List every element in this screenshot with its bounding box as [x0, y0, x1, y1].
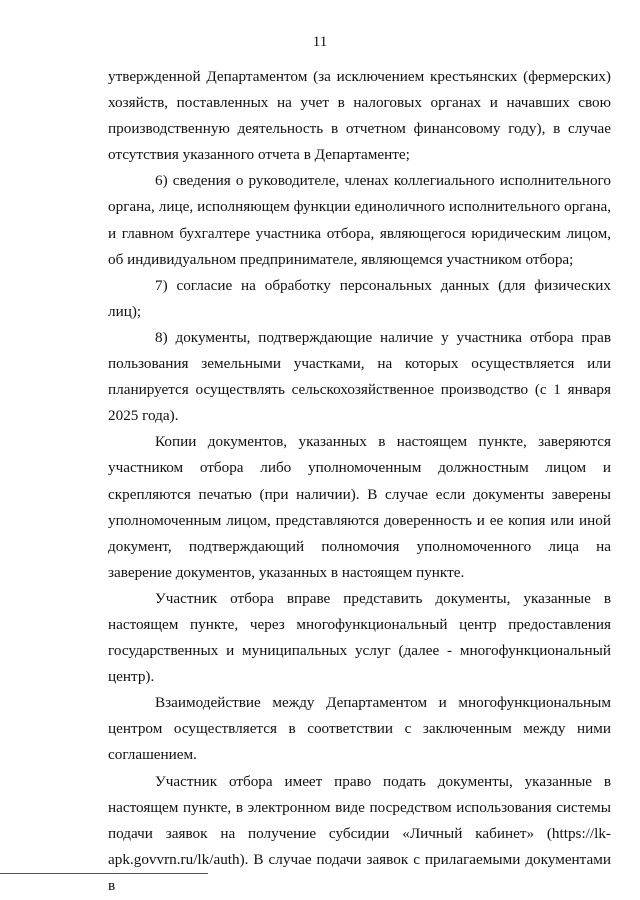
paragraph-item-8: 8) документы, подтверждающие наличие у участника отбора прав пользования земельными участками, на которых осуществляется или планируется осуществлять сельскохозяйственное производство (с 1 января 2025 года).	[108, 328, 611, 425]
paragraph-interaction: Взаимодействие между Департаментом и многофункциональным центром осуществляется в соответствии с заключенным между ними соглашением.	[108, 694, 611, 764]
paragraph-copies: Копии документов, указанных в настоящем пункте, заверяются участником отбора либо уполномоченным должностным лицом и скрепляются печатью (при наличии). В случае если документы заверены уполномоченным лицом, представляются доверенность и ее копия или иной документ, подтверждающий полномочия уполномоченного лица на заверение документов, указанных в настоящем пункте.	[108, 433, 611, 581]
paragraph-continuation: утвержденной Департаментом (за исключением крестьянских (фермерских) хозяйств, поставленных на учет в налоговых органах и начавших свою производственную деятельность в отчетном финансовому году), в случае отсутствия указанного отчета в Департаменте;	[108, 68, 611, 164]
page-number: 11	[312, 34, 328, 50]
paragraph-mfc: Участник отбора вправе представить документы, указанные в настоящем пункте, через многофункциональный центр предоставления государственных и муниципальных услуг (далее - многофункциональный центр).	[108, 589, 611, 686]
paragraph-item-6: 6) сведения о руководителе, членах коллегиального исполнительного органа, лице, исполняющем функции единоличного исполнительного органа, и главном бухгалтере участника отбора, являющегося юридическим лицом, об индивидуальном предпринимателе, являющемся участником отбора;	[108, 172, 611, 268]
paragraph-item-7: 7) согласие на обработку персональных данных (для физических лиц);	[108, 276, 611, 320]
bottom-divider	[0, 873, 208, 874]
document-body	[108, 64, 611, 899]
paragraph-electronic: Участник отбора имеет право подать документы, указанные в настоящем пункте, в электронном виде посредством использования системы подачи заявок на получение субсидии «Личный кабинет» (https://lk-apk.govvrn.ru/lk/auth). В случае подачи заявок с прилагаемыми документами в	[108, 772, 611, 894]
